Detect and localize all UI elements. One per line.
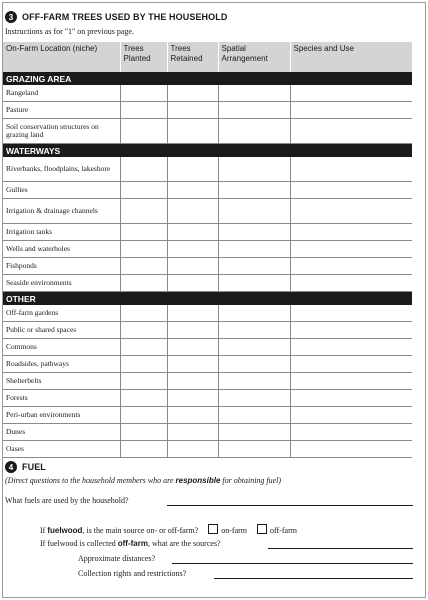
- q2-emphasis: fuelwood: [47, 526, 83, 535]
- trees-planted-cell[interactable]: [120, 157, 167, 182]
- trees-retained-cell[interactable]: [167, 224, 218, 241]
- trees-planted-cell[interactable]: [120, 258, 167, 275]
- spatial-arrangement-cell[interactable]: [218, 407, 290, 424]
- table-row: [3, 119, 412, 144]
- trees-planted-cell[interactable]: [120, 199, 167, 224]
- spatial-arrangement-cell[interactable]: [218, 241, 290, 258]
- location-cell: Commons: [3, 339, 120, 356]
- trees-planted-cell[interactable]: [120, 102, 167, 119]
- trees-planted-cell[interactable]: [120, 275, 167, 292]
- q3-emphasis: off-farm: [117, 539, 148, 548]
- table-row: [3, 199, 412, 224]
- table-row: [3, 390, 412, 407]
- species-use-cell[interactable]: [290, 258, 412, 275]
- location-cell: Public or shared spaces: [3, 322, 120, 339]
- question-fuelwood-source: [40, 524, 297, 535]
- species-use-cell[interactable]: [290, 157, 412, 182]
- spatial-arrangement-cell[interactable]: [218, 224, 290, 241]
- header-trees-planted: Trees Planted: [120, 42, 167, 72]
- header-species-use: Species and Use: [290, 42, 412, 72]
- location-cell: Rangeland: [3, 85, 120, 102]
- table-row: [3, 441, 412, 458]
- location-cell: Soil conservation structures on grazing land: [3, 119, 120, 144]
- answer-line-sources[interactable]: [268, 548, 413, 549]
- table-row: [3, 356, 412, 373]
- off-farm-label: off-farm: [270, 526, 297, 535]
- table-row: [3, 258, 412, 275]
- trees-retained-cell[interactable]: [167, 305, 218, 322]
- trees-retained-cell[interactable]: [167, 322, 218, 339]
- question-collection-rights: Collection rights and restrictions?: [78, 569, 187, 578]
- header-location: On-Farm Location (niche): [3, 42, 120, 72]
- instructions-text-end: for obtaining fuel): [220, 476, 282, 485]
- table-row: [3, 182, 412, 199]
- location-cell: Oases: [3, 441, 120, 458]
- table-row: [3, 373, 412, 390]
- table-row: [3, 224, 412, 241]
- q3-text-end: , what are the sources?: [147, 539, 221, 548]
- table-row: [3, 157, 412, 182]
- trees-planted-cell[interactable]: [120, 424, 167, 441]
- trees-retained-cell[interactable]: [167, 390, 218, 407]
- category-label: WATERWAYS: [3, 144, 412, 158]
- answer-line-collection-rights[interactable]: [214, 578, 413, 579]
- spatial-arrangement-cell[interactable]: [218, 305, 290, 322]
- location-cell: Seaside environments: [3, 275, 120, 292]
- table-row: [3, 102, 412, 119]
- category-row: [3, 144, 412, 158]
- question-distances: Approximate distances?: [78, 554, 156, 563]
- location-cell: Fishponds: [3, 258, 120, 275]
- trees-planted-cell[interactable]: [120, 441, 167, 458]
- spatial-arrangement-cell[interactable]: [218, 199, 290, 224]
- spatial-arrangement-cell[interactable]: [218, 102, 290, 119]
- species-use-cell[interactable]: [290, 102, 412, 119]
- category-label: OTHER: [3, 292, 412, 306]
- trees-retained-cell[interactable]: [167, 407, 218, 424]
- spatial-arrangement-cell[interactable]: [218, 182, 290, 199]
- location-cell: Pasture: [3, 102, 120, 119]
- location-cell: Off-farm gardens: [3, 305, 120, 322]
- spatial-arrangement-cell[interactable]: [218, 441, 290, 458]
- category-row: [3, 72, 412, 85]
- q2-text: If: [40, 526, 48, 535]
- location-cell: Roadsides, pathways: [3, 356, 120, 373]
- category-row: [3, 292, 412, 306]
- on-farm-checkbox[interactable]: [208, 524, 218, 534]
- location-cell: Dunes: [3, 424, 120, 441]
- q2-text-end: , is the main source on- or off-farm?: [82, 526, 199, 535]
- trees-retained-cell[interactable]: [167, 85, 218, 102]
- species-use-cell[interactable]: [290, 356, 412, 373]
- location-cell: Peri-urban environments: [3, 407, 120, 424]
- trees-retained-cell[interactable]: [167, 241, 218, 258]
- species-use-cell[interactable]: [290, 424, 412, 441]
- spatial-arrangement-cell[interactable]: [218, 390, 290, 407]
- off-farm-checkbox[interactable]: [257, 524, 267, 534]
- trees-retained-cell[interactable]: [167, 199, 218, 224]
- answer-line-distances[interactable]: [172, 563, 413, 564]
- species-use-cell[interactable]: [290, 275, 412, 292]
- spatial-arrangement-cell[interactable]: [218, 119, 290, 144]
- spatial-arrangement-cell[interactable]: [218, 258, 290, 275]
- spatial-arrangement-cell[interactable]: [218, 373, 290, 390]
- trees-planted-cell[interactable]: [120, 305, 167, 322]
- trees-retained-cell[interactable]: [167, 119, 218, 144]
- table-row: [3, 322, 412, 339]
- table-row: [3, 339, 412, 356]
- trees-retained-cell[interactable]: [167, 441, 218, 458]
- trees-planted-cell[interactable]: [120, 356, 167, 373]
- table-header-row: [3, 42, 412, 72]
- table-row: [3, 424, 412, 441]
- trees-planted-cell[interactable]: [120, 85, 167, 102]
- table-row: [3, 305, 412, 322]
- spatial-arrangement-cell[interactable]: [218, 424, 290, 441]
- location-cell: Wells and waterholes: [3, 241, 120, 258]
- trees-retained-cell[interactable]: [167, 258, 218, 275]
- instructions-emphasis: responsible: [175, 476, 221, 485]
- answer-line-fuels-used[interactable]: [167, 505, 413, 506]
- trees-planted-cell[interactable]: [120, 119, 167, 144]
- trees-planted-cell[interactable]: [120, 322, 167, 339]
- trees-planted-cell[interactable]: [120, 390, 167, 407]
- trees-planted-cell[interactable]: [120, 339, 167, 356]
- header-spatial-arrangement: Spatial Arrangement: [218, 42, 290, 72]
- location-cell: Gullies: [3, 182, 120, 199]
- trees-planted-cell[interactable]: [120, 224, 167, 241]
- species-use-cell[interactable]: [290, 305, 412, 322]
- spatial-arrangement-cell[interactable]: [218, 85, 290, 102]
- category-label: GRAZING AREA: [3, 72, 412, 85]
- question-fuels-used: What fuels are used by the household?: [5, 496, 129, 505]
- instructions-text: (Direct questions to the household members who are: [5, 476, 176, 485]
- trees-retained-cell[interactable]: [167, 356, 218, 373]
- trees-retained-cell[interactable]: [167, 339, 218, 356]
- spatial-arrangement-cell[interactable]: [218, 339, 290, 356]
- species-use-cell[interactable]: [290, 241, 412, 258]
- location-cell: Shelterbelts: [3, 373, 120, 390]
- section-4-instructions: [5, 476, 281, 485]
- section-3-heading: [5, 11, 227, 23]
- trees-planted-cell[interactable]: [120, 241, 167, 258]
- trees-retained-cell[interactable]: [167, 275, 218, 292]
- species-use-cell[interactable]: [290, 199, 412, 224]
- species-use-cell[interactable]: [290, 85, 412, 102]
- q3-text: If fuelwood is collected: [40, 539, 118, 548]
- species-use-cell[interactable]: [290, 322, 412, 339]
- trees-planted-cell[interactable]: [120, 182, 167, 199]
- trees-retained-cell[interactable]: [167, 102, 218, 119]
- section-4-heading: [5, 461, 46, 473]
- section-3-instructions: Instructions as for "1" on previous page.: [5, 27, 134, 36]
- section-4-number: 4: [5, 461, 17, 473]
- location-cell: Irrigation tanks: [3, 224, 120, 241]
- spatial-arrangement-cell[interactable]: [218, 356, 290, 373]
- spatial-arrangement-cell[interactable]: [218, 157, 290, 182]
- trees-retained-cell[interactable]: [167, 182, 218, 199]
- table-row: [3, 85, 412, 102]
- location-cell: Riverbanks, floodplains, lakeshore: [3, 157, 120, 182]
- trees-retained-cell[interactable]: [167, 424, 218, 441]
- section-4-title: FUEL: [22, 462, 46, 472]
- off-farm-trees-table: [3, 42, 412, 458]
- species-use-cell[interactable]: [290, 373, 412, 390]
- trees-retained-cell[interactable]: [167, 157, 218, 182]
- table-row: [3, 275, 412, 292]
- spatial-arrangement-cell[interactable]: [218, 275, 290, 292]
- section-3-title: OFF-FARM TREES USED BY THE HOUSEHOLD: [22, 12, 228, 22]
- trees-planted-cell[interactable]: [120, 407, 167, 424]
- trees-retained-cell[interactable]: [167, 373, 218, 390]
- trees-planted-cell[interactable]: [120, 373, 167, 390]
- location-cell: Irrigation & drainage channels: [3, 199, 120, 224]
- question-offfarm-sources: [40, 539, 221, 548]
- species-use-cell[interactable]: [290, 119, 412, 144]
- table-row: [3, 241, 412, 258]
- section-3-number: 3: [5, 11, 17, 23]
- location-cell: Forests: [3, 390, 120, 407]
- table-row: [3, 407, 412, 424]
- spatial-arrangement-cell[interactable]: [218, 322, 290, 339]
- species-use-cell[interactable]: [290, 441, 412, 458]
- species-use-cell[interactable]: [290, 390, 412, 407]
- on-farm-label: on-farm: [221, 526, 248, 535]
- species-use-cell[interactable]: [290, 339, 412, 356]
- header-trees-retained: Trees Retained: [167, 42, 218, 72]
- species-use-cell[interactable]: [290, 224, 412, 241]
- species-use-cell[interactable]: [290, 182, 412, 199]
- species-use-cell[interactable]: [290, 407, 412, 424]
